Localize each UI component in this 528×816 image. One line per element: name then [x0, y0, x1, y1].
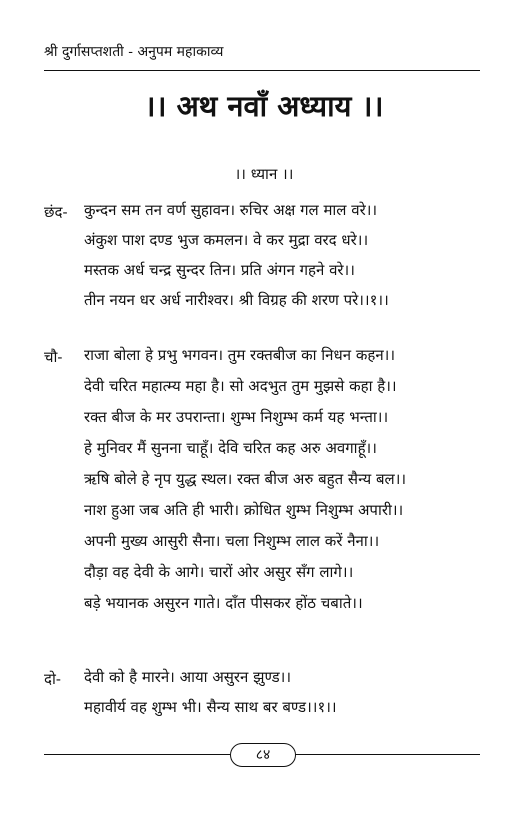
footer-divider-right: [294, 754, 480, 755]
header-divider: [44, 70, 480, 71]
page-number: ८४: [230, 743, 296, 767]
stanza-label: छंद-: [44, 203, 68, 221]
verse-line: हे मुनिवर मैं सुनना चाहूँ। देवि चरित कह अरु अवगाहूँ।।: [84, 439, 377, 457]
dhyan-heading: ।। ध्यान ।।: [234, 165, 294, 183]
stanza-label: दो-: [44, 670, 61, 688]
verse-line: नाश हुआ जब अति ही भारी। क्रोधित शुम्भ निशुम्भ अपारी।।: [84, 501, 404, 519]
verse-line: बड़े भयानक असुरन गाते। दाँत पीसकर होंठ चबाते।।: [84, 594, 363, 612]
stanza-label: चौ-: [44, 348, 63, 366]
verse-line: ऋषि बोले हे नृप युद्ध स्थल। रक्त बीज अरु बहुत सैन्य बल।।: [84, 470, 407, 488]
verse-line: मस्तक अर्ध चन्द्र सुन्दर तिन। प्रति अंगन गहने वरे।।: [84, 261, 355, 279]
verse-line: दौड़ा वह देवी के आगे। चारों ओर असुर सँग लागे।।: [84, 563, 354, 581]
verse-line: देवी चरित महात्म्य महा है। सो अदभुत तुम मुझसे कहा है।।: [84, 377, 397, 395]
verse-line: रक्त बीज के मर उपरान्ता। शुम्भ निशुम्भ कर्म यह भन्ता।।: [84, 408, 389, 426]
chapter-title: ।। अथ नवाँ अध्याय ।।: [144, 89, 384, 123]
verse-line: अपनी मुख्य आसुरी सैना। चला निशुम्भ लाल करें नैना।।: [84, 532, 380, 550]
verse-line: तीन नयन धर अर्ध नारीश्वर। श्री विग्रह की शरण परे।।१।।: [84, 291, 389, 309]
verse-line: अंकुश पाश दण्ड भुज कमलन। वे कर मुद्रा वरद धरे।।: [84, 231, 369, 249]
verse-line: महावीर्य वह शुम्भ भी। सैन्य साथ बर बण्ड।।१।।: [84, 698, 337, 716]
verse-line: राजा बोला हे प्रभु भगवन। तुम रक्तबीज का निधन कहन।।: [84, 346, 396, 364]
verse-line: कुन्दन सम तन वर्ण सुहावन। रुचिर अक्ष गल माल वरे।।: [84, 201, 378, 219]
header-title: श्री दुर्गासप्तशती - अनुपम महाकाव्य: [44, 44, 224, 60]
verse-line: देवी को है मारने। आया असुरन झुण्ड।।: [84, 668, 292, 686]
footer-divider-left: [44, 754, 230, 755]
